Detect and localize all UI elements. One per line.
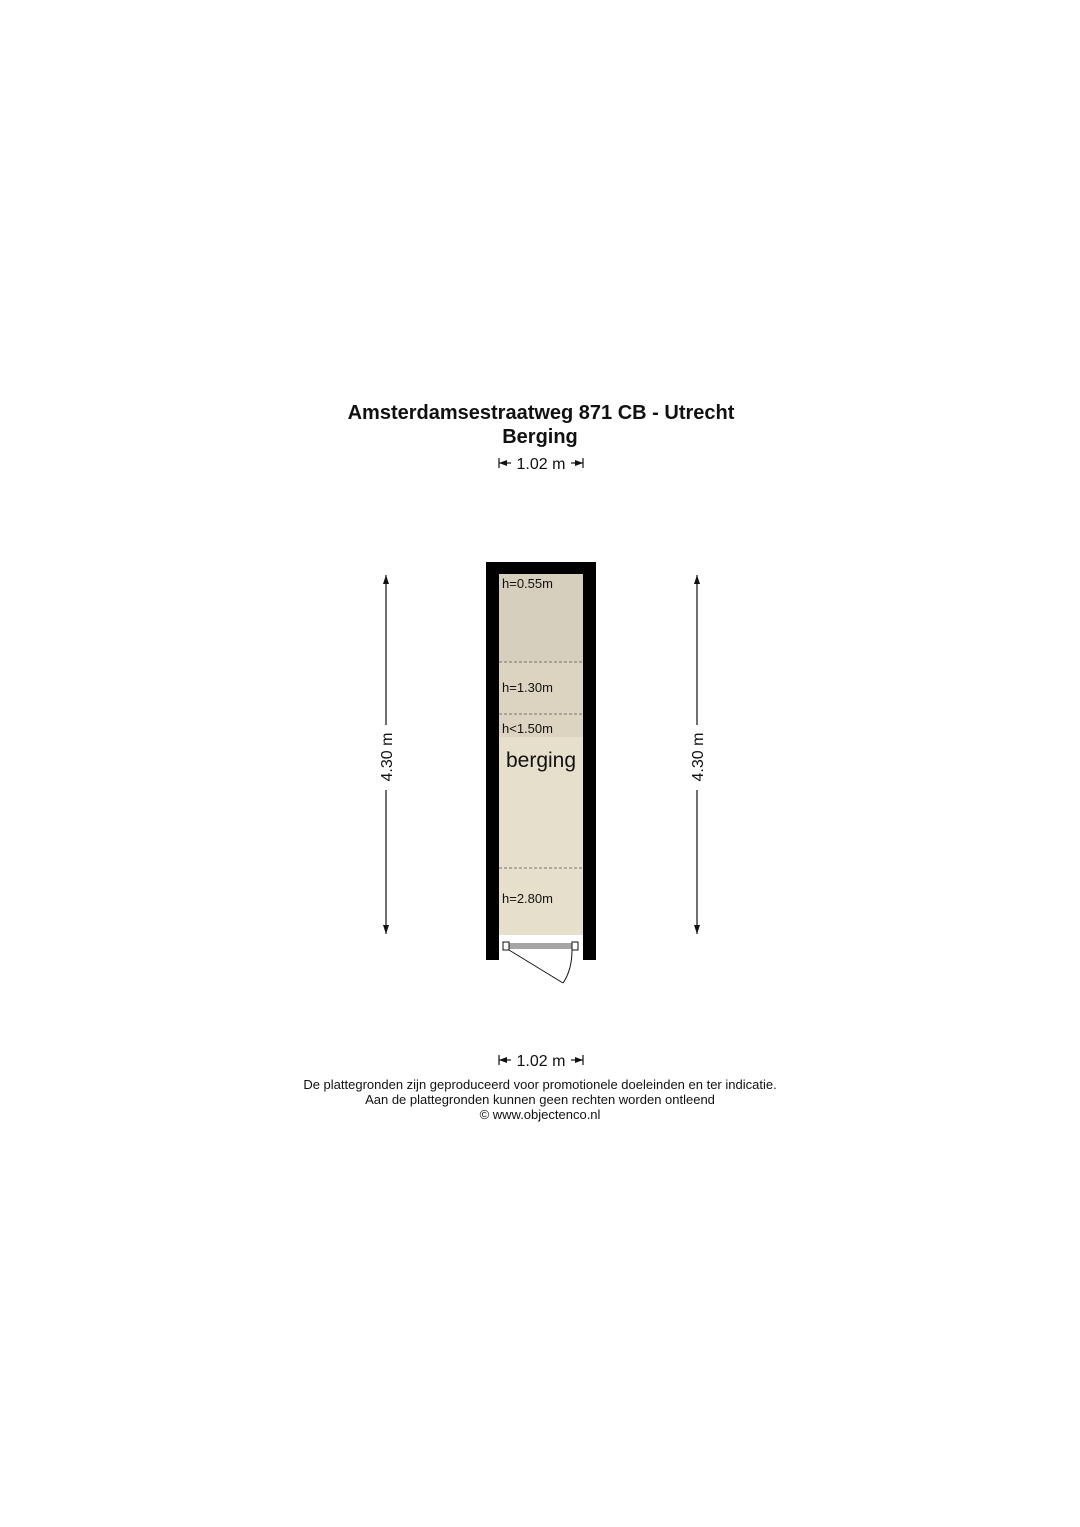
height-label: h<1.50m (502, 721, 553, 736)
dimension-width-top (499, 456, 583, 473)
dimension-width-bottom (499, 1053, 583, 1070)
dimension-length-right (690, 575, 707, 934)
dimension-length-left (379, 575, 396, 934)
dimension-length-right-label: 4.30 m (690, 732, 707, 782)
dimension-length-left-label: 4.30 m (379, 732, 396, 782)
height-label: h=2.80m (502, 891, 553, 906)
height-label: h=1.30m (502, 680, 553, 695)
height-label: h=0.55m (502, 576, 553, 591)
plan-title: Amsterdamsestraatweg 871 CB - Utrecht (347, 402, 735, 424)
disclaimer-line: Aan de plattegronden kunnen geen rechten worden ontleend (365, 1092, 715, 1107)
disclaimer-line: De plattegronden zijn geproduceerd voor promotionele doeleinden en ter indicatie. (303, 1077, 777, 1092)
door (499, 935, 583, 983)
floor-title: Berging (502, 426, 578, 448)
dimension-width-bottom-label: 1.02 m (516, 1053, 566, 1070)
room-label: berging (505, 749, 577, 772)
copyright-line: © www.objectenco.nl (479, 1107, 601, 1122)
dimension-width-top-label: 1.02 m (516, 456, 566, 473)
